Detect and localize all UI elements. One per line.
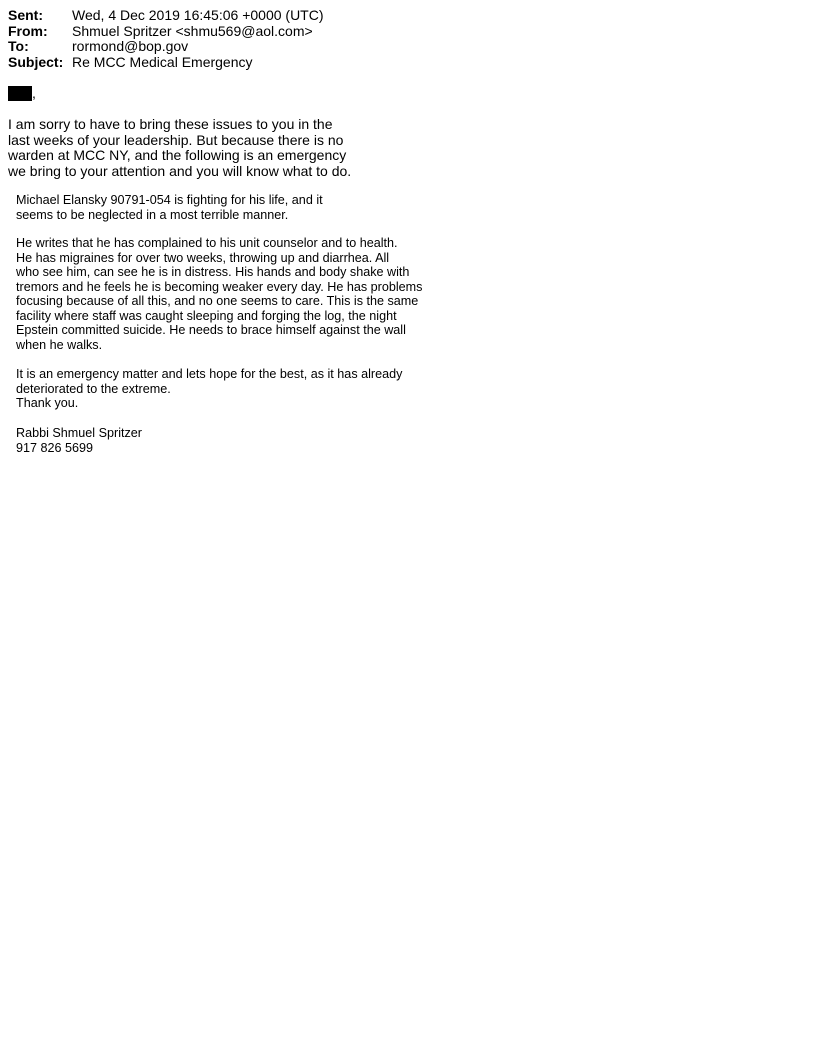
intro-line: we bring to your attention and you will know what to do. xyxy=(8,162,352,179)
paragraph-line: when he walks. xyxy=(16,337,103,352)
paragraph-line: who see him, can see he is in distress. His hands and body shake with xyxy=(16,265,410,279)
sent-label: Sent: xyxy=(8,7,43,23)
paragraph-line: facility where staff was caught sleeping and forging the log, the night xyxy=(16,308,397,323)
subject-label: Subject: xyxy=(8,53,64,70)
to-label: To: xyxy=(8,38,29,54)
salutation xyxy=(8,86,36,101)
subject-row xyxy=(8,55,324,71)
paragraph-line: seems to be neglected in a most terrible manner. xyxy=(16,207,289,222)
intro-line: I am sorry to have to bring these issues to you in the xyxy=(8,116,333,132)
paragraph-line: It is an emergency matter and lets hope for the best, as it has already xyxy=(16,367,403,381)
paragraph-line: tremors and he feels he is becoming weaker every day. He has problems xyxy=(16,279,423,294)
from-value: Shmuel Spritzer <shmu569@aol.com> xyxy=(72,22,313,39)
from-label: From: xyxy=(8,22,48,39)
from-row xyxy=(8,24,324,40)
paragraph-line: Epstein committed suicide. He needs to brace himself against the wall xyxy=(16,323,406,337)
email-header xyxy=(8,8,324,70)
signature-phone: 917 826 5699 xyxy=(16,440,94,455)
sent-row xyxy=(8,8,324,24)
paragraph-line: focusing because of all this, and no one seems to care. This is the same xyxy=(16,294,419,308)
salutation-comma: , xyxy=(32,85,36,101)
to-row xyxy=(8,39,324,55)
signature-block xyxy=(16,426,142,455)
sent-value: Wed, 4 Dec 2019 16:45:06 +0000 (UTC) xyxy=(72,7,324,23)
subject-value: Re MCC Medical Emergency xyxy=(72,53,253,70)
paragraph-line: Michael Elansky 90791-054 is fighting for his life, and it xyxy=(16,193,323,207)
paragraph-line: deteriorated to the extreme. xyxy=(16,381,171,396)
intro-line: last weeks of your leadership. But because there is no xyxy=(8,131,344,148)
paragraph-line: He has migraines for over two weeks, throwing up and diarrhea. All xyxy=(16,250,390,265)
paragraph-line: Thank you. xyxy=(16,396,79,410)
quoted-paragraph-3 xyxy=(16,367,402,411)
paragraph-line: He writes that he has complained to his unit counselor and to health. xyxy=(16,236,398,250)
quoted-paragraph-1 xyxy=(16,193,323,222)
intro-line: warden at MCC NY, and the following is an emergency xyxy=(8,147,347,163)
quoted-paragraph-2 xyxy=(16,236,422,352)
signature-name: Rabbi Shmuel Spritzer xyxy=(16,426,142,440)
to-value: rormond@bop.gov xyxy=(72,38,189,54)
redaction-block xyxy=(8,86,32,101)
intro-paragraph xyxy=(8,117,351,179)
